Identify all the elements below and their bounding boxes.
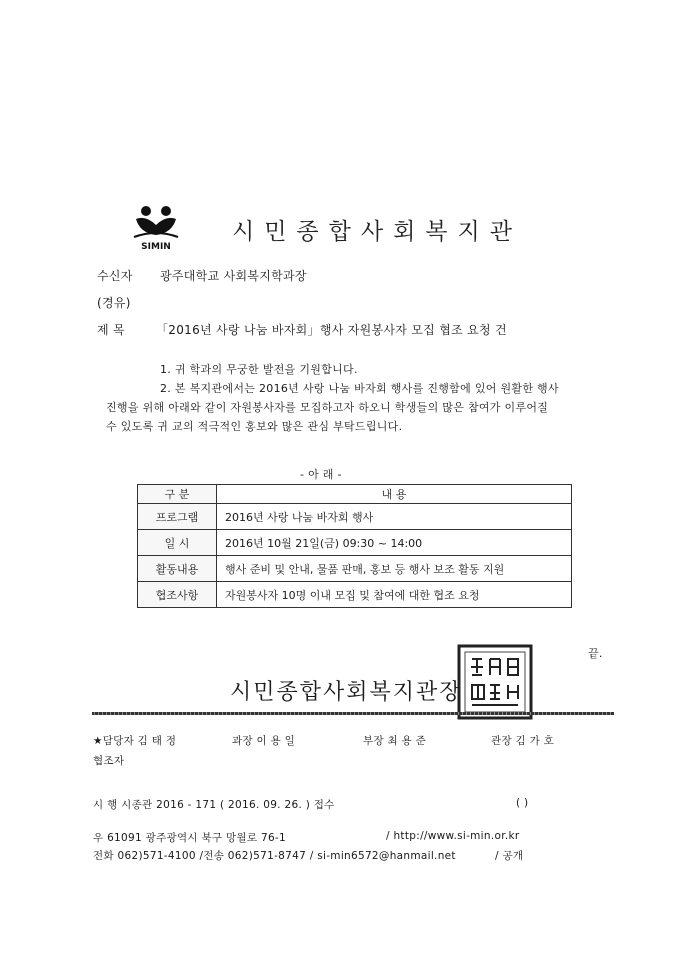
- row-label-program: 프로그램: [138, 504, 217, 530]
- table-header-category: 구 분: [138, 485, 217, 504]
- table-row: [138, 556, 572, 582]
- table-row: [138, 504, 572, 530]
- body-line-1: 1. 귀 학과의 무궁한 발전을 기원합니다.: [160, 363, 358, 376]
- cooperator: 협조자: [93, 755, 125, 767]
- logo-text: SIMIN: [141, 242, 171, 251]
- via-label: (경유): [97, 296, 131, 310]
- receipt-field: ( ): [516, 797, 529, 809]
- disclosure-status: / 공개: [495, 850, 524, 862]
- row-value-activity: 행사 준비 및 안내, 물품 판매, 홍보 등 행사 보조 활동 지원: [217, 556, 572, 582]
- section-chief: 과장 이 용 일: [232, 735, 296, 747]
- enforcement-info: 시 행 시종관 2016 - 171 ( 2016. 09. 26. ) 접수: [93, 799, 335, 811]
- end-mark: 끝.: [588, 647, 603, 660]
- organization-title: 시민종합사회복지관: [232, 219, 522, 245]
- row-label-activity: 활동내용: [138, 556, 217, 582]
- contact-info: 전화 062)571-4100 /전송 062)571-8747 / si-min6572@hanmail.net: [93, 850, 456, 862]
- table-row: [138, 530, 572, 556]
- table-row: [138, 582, 572, 608]
- drafter: ★담당자 김 태 정: [93, 735, 177, 747]
- sender-name: 시민종합사회복지관장: [230, 680, 463, 705]
- body-line-2: 2. 본 복지관에서는 2016년 사랑 나눔 바자회 행사를 진행함에 있어 원활한 행사: [160, 382, 559, 395]
- detail-table: [137, 484, 572, 608]
- section-divider: [92, 712, 614, 715]
- subject-value: 「2016년 사랑 나눔 바자회」행사 자원봉사자 모집 협조 요청 건: [156, 323, 507, 337]
- annex-title: - 아 래 -: [300, 468, 342, 481]
- body-line-4: 수 있도록 귀 교의 적극적인 홍보와 많은 관심 부탁드립니다.: [106, 420, 403, 433]
- row-value-datetime: 2016년 10월 21일(금) 09:30 ~ 14:00: [217, 530, 572, 556]
- organization-logo: [128, 203, 184, 251]
- postal-address: 우 61091 광주광역시 북구 망월로 76-1: [93, 832, 286, 844]
- recipient-value: 광주대학교 사회복지학과장: [160, 269, 307, 283]
- recipient-label: 수신자: [97, 269, 133, 283]
- body-line-3: 진행을 위해 아래와 같이 자원봉사자를 모집하고자 하오니 학생들의 많은 참여가 이루어질: [106, 401, 549, 414]
- row-label-datetime: 일 시: [138, 530, 217, 556]
- row-label-cooperation: 협조사항: [138, 582, 217, 608]
- row-value-program: 2016년 사랑 나눔 바자회 행사: [217, 504, 572, 530]
- homepage-url: / http://www.si-min.or.kr: [386, 830, 520, 842]
- official-seal-stamp: [456, 643, 534, 721]
- director: 관장 김 가 호: [491, 735, 555, 747]
- table-header-content: 내 용: [217, 485, 572, 504]
- department-head: 부장 최 용 준: [363, 735, 427, 747]
- row-value-cooperation: 자원봉사자 10명 이내 모집 및 참여에 대한 협조 요청: [217, 582, 572, 608]
- table-header-row: [138, 485, 572, 504]
- subject-label: 제 목: [97, 323, 125, 337]
